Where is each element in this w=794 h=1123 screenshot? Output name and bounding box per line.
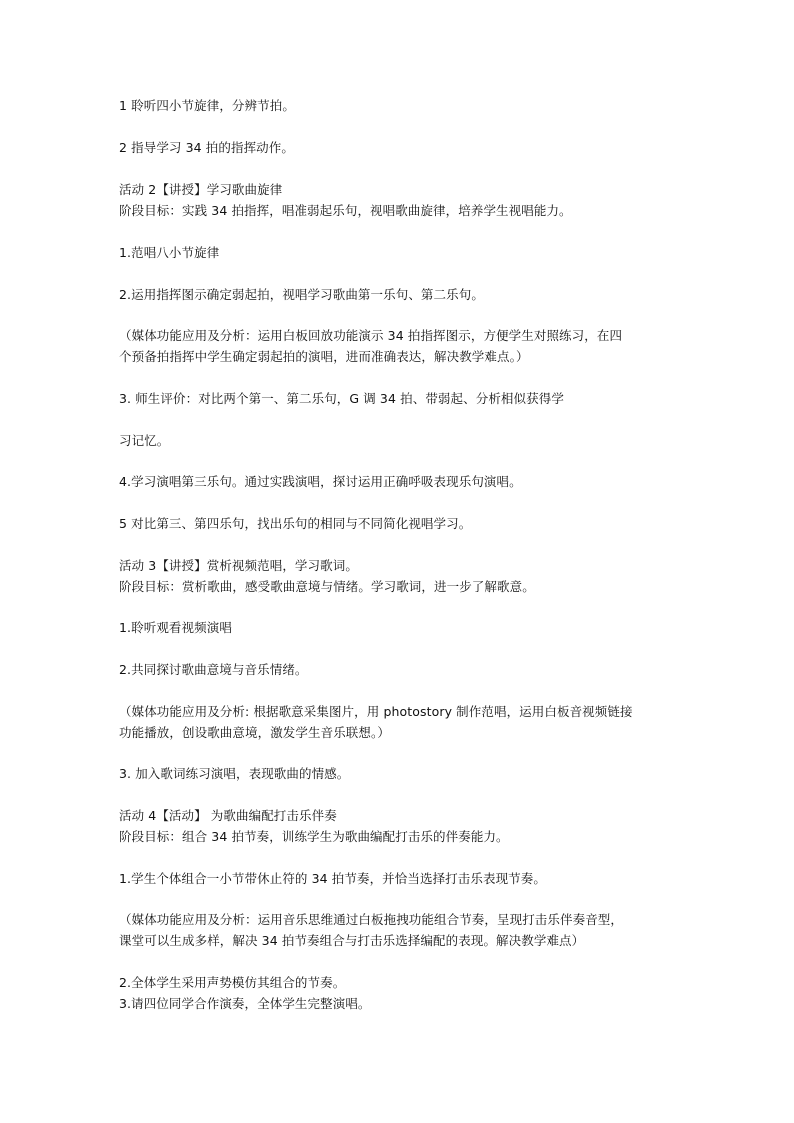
text-line: 2 指导学习 34 拍的指挥动作。 bbox=[119, 140, 294, 155]
text-line: 3. 师生评价：对比两个第一、第二乐句，G 调 34 拍、带弱起、分析相似获得学 bbox=[119, 391, 564, 406]
section-heading: 活动 2【讲授】学习歌曲旋律 bbox=[119, 182, 283, 197]
text-line: 1.学生个体组合一小节带休止符的 34 拍节奏，并恰当选择打击乐表现节奏。 bbox=[119, 871, 546, 886]
text-line: 习记忆。 bbox=[119, 433, 170, 448]
text-line: 1.范唱八小节旋律 bbox=[119, 245, 220, 260]
media-note: （媒体功能应用及分析: 根据歌意采集图片，用 photostory 制作范唱，运用白板音视频链接 bbox=[119, 704, 633, 719]
media-note: （媒体功能应用及分析：运用音乐思维通过白板拖拽功能组合节奏，呈现打击乐伴奏音型， bbox=[119, 912, 624, 927]
text-line: 2.全体学生采用声势模仿其组合的节奏。 bbox=[119, 975, 346, 990]
media-note: 个预备拍指挥中学生确定弱起拍的演唱，进而准确表达，解决教学难点。） bbox=[119, 349, 529, 364]
media-note: （媒体功能应用及分析：运用白板回放功能演示 34 拍指挥图示，方便学生对照练习，在四 bbox=[119, 328, 623, 343]
text-line: 2.运用指挥图示确定弱起拍，视唱学习歌曲第一乐句、第二乐句。 bbox=[119, 287, 484, 302]
stage-goal: 阶段目标：赏析歌曲，感受歌曲意境与情绪。学习歌词，进一步了解歌意。 bbox=[119, 579, 535, 594]
text-line: 5 对比第三、第四乐句，找出乐句的相同与不同简化视唱学习。 bbox=[119, 516, 472, 531]
text-line: 3.请四位同学合作演奏，全体学生完整演唱。 bbox=[119, 996, 371, 1011]
stage-goal: 阶段目标：实践 34 拍指挥，唱准弱起乐句，视唱歌曲旋律，培养学生视唱能力。 bbox=[119, 203, 572, 218]
media-note: 功能播放，创设歌曲意境，激发学生音乐联想。） bbox=[119, 725, 390, 740]
stage-goal: 阶段目标：组合 34 拍节奏，训练学生为歌曲编配打击乐的伴奏能力。 bbox=[119, 829, 509, 844]
text-line: 2.共同探讨歌曲意境与音乐情绪。 bbox=[119, 662, 308, 677]
section-heading: 活动 3【讲授】赏析视频范唱，学习歌词。 bbox=[119, 558, 358, 573]
media-note: 课堂可以生成多样，解决 34 拍节奏组合与打击乐选择编配的表现。解决教学难点） bbox=[119, 933, 585, 948]
text-line: 1 聆听四小节旋律，分辨节拍。 bbox=[119, 98, 295, 113]
text-line: 3. 加入歌词练习演唱，表现歌曲的情感。 bbox=[119, 766, 350, 781]
section-heading: 活动 4【活动】 为歌曲编配打击乐伴奏 bbox=[119, 808, 337, 823]
text-line: 1.聆听观看视频演唱 bbox=[119, 620, 232, 635]
text-line: 4.学习演唱第三乐句。通过实践演唱，探讨运用正确呼吸表现乐句演唱。 bbox=[119, 474, 522, 489]
